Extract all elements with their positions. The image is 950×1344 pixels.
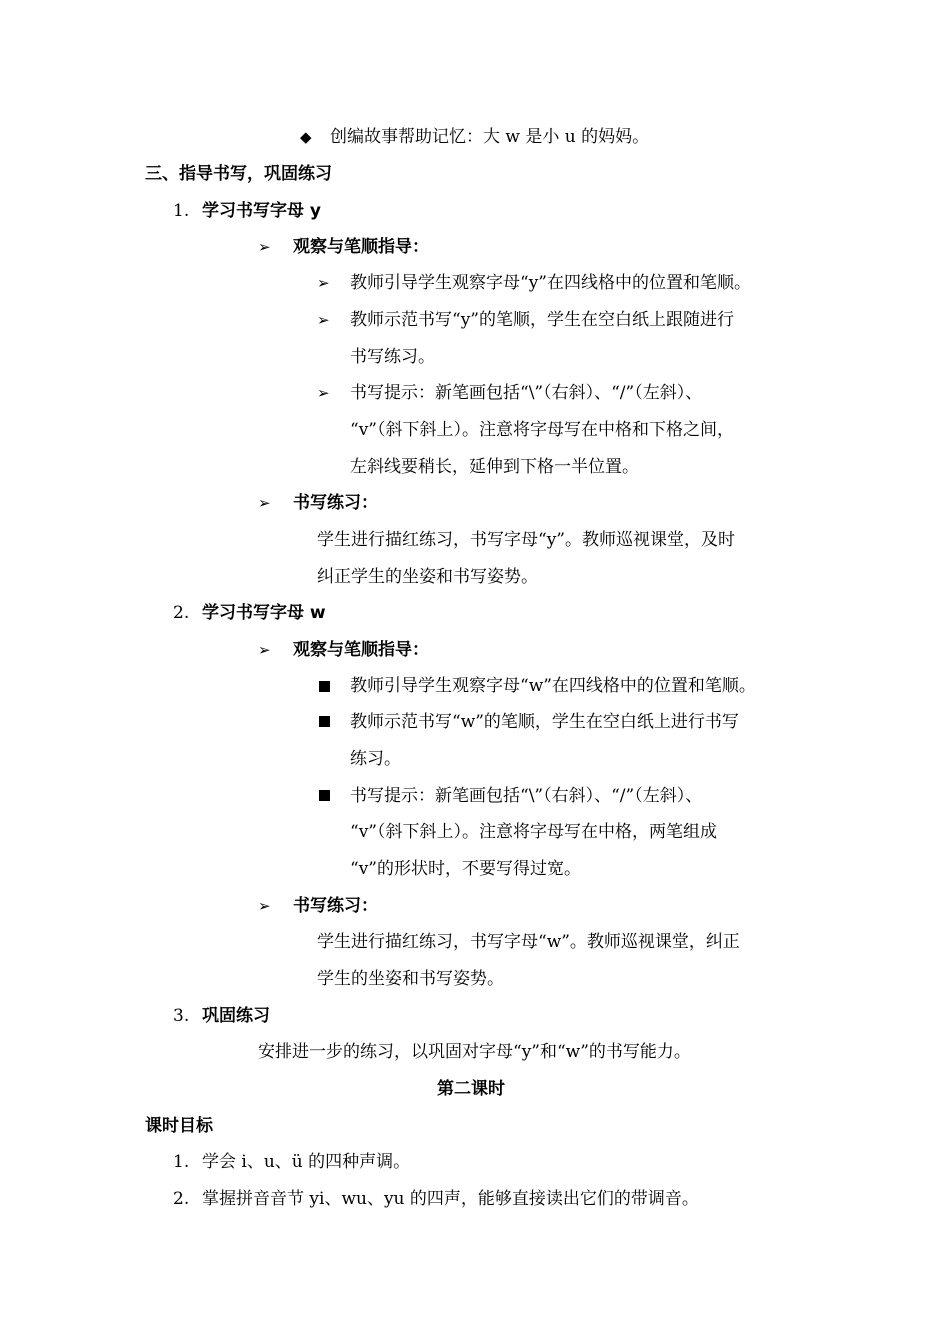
lesson-heading: 第二课时 [437,1079,505,1099]
diamond-bullet-icon: ◆ [300,128,312,146]
goal-number: 1. [173,1152,190,1172]
point-text: 书写提示：新笔画包括“\”（右斜）、“/”（左斜）、 [350,786,703,806]
point-text: 教师引导学生观察字母“w”在四线格中的位置和笔顺。 [350,676,756,696]
practice-text: 学生进行描红练习，书写字母“y”。教师巡视课堂，及时 [317,530,735,550]
item-number: 3. [173,1006,190,1026]
square-bullet-icon [319,716,330,727]
goal-text: 学会 i、u、ü 的四种声调。 [202,1152,411,1172]
point-text: 教师引导学生观察字母“y”在四线格中的位置和笔顺。 [350,273,751,293]
goals-heading: 课时目标 [145,1116,213,1136]
point-text: “v”（斜下斜上）。注意将字母写在中格和下格之间， [350,420,734,440]
sub-heading: 观察与笔顺指导： [293,640,429,660]
square-bullet-icon [319,790,330,801]
sub-heading: 观察与笔顺指导： [293,237,429,257]
practice-text: 纠正学生的坐姿和书写姿势。 [317,567,538,587]
intro-bullet-text: 创编故事帮助记忆：大 w 是小 u 的妈妈。 [330,127,650,147]
sub-heading: 书写练习： [293,493,378,513]
item-number: 2. [173,603,190,623]
point-text: 书写练习。 [350,347,435,367]
section-heading: 三、指导书写，巩固练习 [145,164,332,184]
item-title: 学习书写字母 w [202,603,326,623]
arrow-bullet-icon: ➢ [317,274,330,292]
practice-text: 学生的坐姿和书写姿势。 [317,969,504,989]
arrow-bullet-icon: ➢ [258,641,271,659]
goal-number: 2. [173,1189,190,1209]
point-text: 教师示范书写“w”的笔顺，学生在空白纸上进行书写 [350,712,739,732]
point-text: 书写提示：新笔画包括“\”（右斜）、“/”（左斜）、 [350,383,703,403]
point-text: 练习。 [350,749,401,769]
point-text: “v”（斜下斜上）。注意将字母写在中格，两笔组成 [350,822,717,842]
arrow-bullet-icon: ➢ [317,311,330,329]
arrow-bullet-icon: ➢ [317,384,330,402]
point-text: 教师示范书写“y”的笔顺，学生在空白纸上跟随进行 [350,310,734,330]
point-text: “v”的形状时，不要写得过宽。 [350,859,581,879]
goal-text: 掌握拼音音节 yi、wu、yu 的四声，能够直接读出它们的带调音。 [202,1189,699,1209]
point-text: 左斜线要稍长，延伸到下格一半位置。 [350,457,639,477]
arrow-bullet-icon: ➢ [258,494,271,512]
item-text: 安排进一步的练习，以巩固对字母“y”和“w”的书写能力。 [258,1042,691,1062]
sub-heading: 书写练习： [293,896,378,916]
practice-text: 学生进行描红练习，书写字母“w”。教师巡视课堂，纠正 [317,932,740,952]
item-title: 巩固练习 [202,1006,270,1026]
arrow-bullet-icon: ➢ [258,238,271,256]
item-title: 学习书写字母 y [202,201,321,221]
arrow-bullet-icon: ➢ [258,897,271,915]
item-number: 1. [173,201,190,221]
square-bullet-icon [319,681,330,692]
